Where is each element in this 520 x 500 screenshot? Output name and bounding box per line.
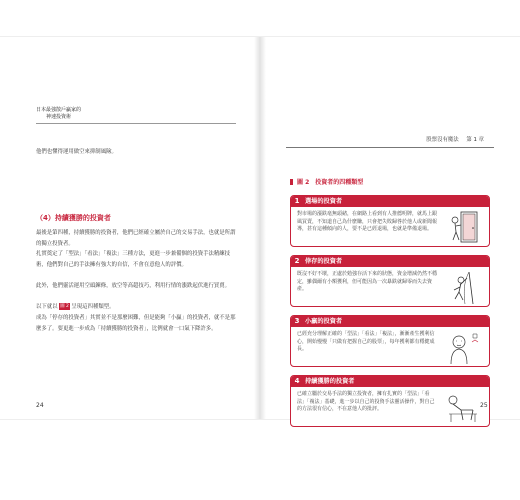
paragraph-text: 以下就以 — [36, 304, 58, 310]
card-number: 4 — [294, 377, 300, 385]
thinking-person-illustration — [439, 330, 483, 364]
paragraph: 扎實奠定了「型法」「看法」「複法」三種方法，更進一步兼備個的投資手法精練技術，他們對自己的手法擁有強大的自信，不會在意他人的評價。 — [36, 251, 231, 268]
card-body: 已確立屬於交易手法的獨立投資者，擁有扎實的「型法」「看法」「複法」基礎，進一步以自己的投資手法靈活操作，對自己的方法很有信心，不在意他人的批評。 — [297, 391, 435, 413]
investor-card — [290, 195, 490, 247]
paragraph-text: 呈現這四種類型。 — [71, 304, 115, 310]
card-number: 2 — [294, 257, 300, 265]
card-body: 對市場的漲跌毫無頭緒，在網路上看到有人推薦明牌，就馬上跟風買賣，不知道自己為什麼賺，只會把失敗歸咎於他人或新聞報導，甚有這種傾向的人，要不是已經退場，也就是準備退場。 — [297, 211, 438, 233]
book-gutter — [254, 37, 266, 419]
card-title: 選場的投資者 — [305, 198, 343, 205]
paragraph: 他們也懂得運用做空來抑制風險。 — [36, 149, 117, 155]
card-number: 1 — [294, 197, 300, 205]
caption-marker — [290, 179, 293, 185]
climbing-person-illustration — [439, 270, 483, 304]
left-page — [0, 37, 258, 419]
card-body: 已經充分理解正確的「型法」「看法」「複法」，漸漸產生獲利信心，開始慢慢「只做有把握自己的股票」，每年獲利都有穩健成長。 — [297, 331, 435, 353]
paragraph: 此外，他們靈活運用空頭鍊條，放空等高超技巧，利用行情的漲跌起伏進行買賣。 — [36, 283, 231, 289]
chapter-title: 股票沒有魔法 — [426, 137, 459, 143]
right-page — [262, 37, 520, 419]
door-exit-illustration — [439, 210, 483, 244]
book-title-line2: 神速投資術 — [46, 114, 72, 120]
running-header — [420, 135, 484, 143]
header-rule — [286, 147, 494, 148]
figure-title: 投資者的四種類型 — [315, 179, 364, 186]
running-book-title — [36, 107, 81, 121]
section-heading: （4）持續獲勝的投資者 — [36, 214, 111, 222]
investor-card — [290, 315, 490, 367]
investor-card — [290, 375, 490, 427]
card-title: 持續獲勝的投資者 — [305, 378, 355, 385]
card-title: 小贏的投資者 — [305, 318, 343, 325]
paragraph — [36, 302, 236, 313]
page-number-left: 24 — [36, 402, 44, 409]
page-number-right: 25 — [480, 402, 488, 409]
card-body: 既沒不好不壞，正處於勉強存活下來的狀態，資金增減仍然不穩定，雖偶爾有小額獲利，但可能因為一次暴跌就歸零而失去資產。 — [297, 271, 438, 293]
book-spread — [0, 36, 520, 420]
investor-card — [290, 255, 490, 307]
card-title: 倖存的投資者 — [305, 258, 343, 265]
figure-label: 圖 2 — [297, 179, 310, 186]
figure-reference: 圖 2 — [60, 304, 69, 309]
chapter-label: 第 1 章 — [466, 137, 484, 143]
card-number: 3 — [294, 317, 300, 325]
paragraph: 成為「停存的投資者」其實並不是那麼困難，但是能夠「小贏」的投資者，就不是那麼多了。要更進一步成為「持續獲勝的投資者」，比例就會一口氣下降許多。 — [36, 315, 236, 332]
figure-caption — [290, 177, 363, 186]
relaxing-person-illustration — [439, 390, 483, 424]
paragraph: 最後是第四種，持續獲勝的投資者，他們已經確立屬於自己的交易手法，也就是所謂的獨立投資者。 — [36, 230, 236, 247]
book-title-line1: 日本最強散戶贏家的 — [36, 107, 82, 113]
header-rule — [36, 123, 236, 124]
